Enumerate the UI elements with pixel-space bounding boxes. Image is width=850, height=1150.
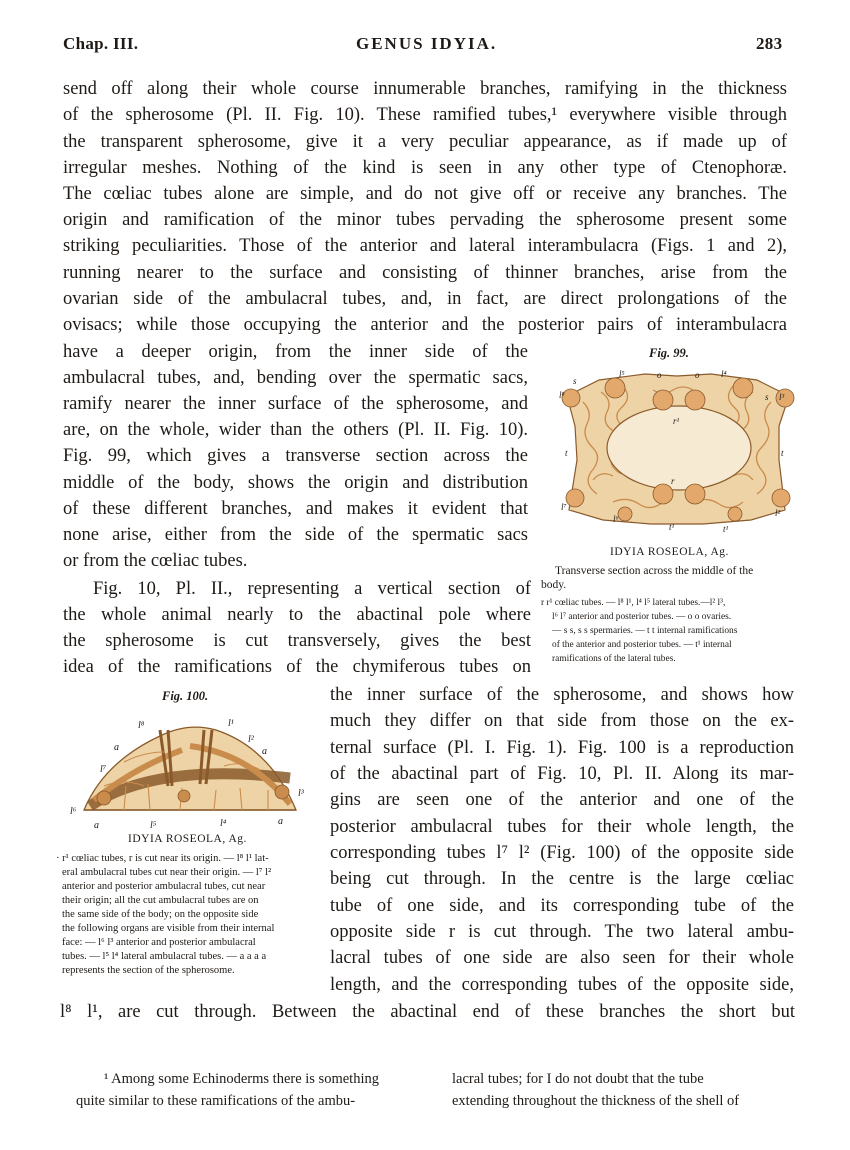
text-line: or from the cœliac tubes. [63, 551, 248, 571]
figure-99-transverse-section [553, 362, 801, 540]
fig100-letter: l⁵ [150, 820, 157, 830]
fig99-letter: l² [775, 508, 781, 518]
text-line: the transparent spherosome, give it a very peculiar appearance, as if made up of [63, 132, 787, 152]
fig100-letter: a [94, 820, 99, 830]
text-line: length, and the corresponding tubes of the opposite side, [330, 975, 794, 995]
fig100-letter: a [114, 742, 119, 753]
fig99-letter: l⁸ [559, 390, 565, 400]
text-line: of the abactinal part of Fig. 10, Pl. II. Along its mar- [330, 764, 794, 784]
fig100-letter: a [262, 746, 267, 757]
figure-99-caption: ramifications of the lateral tubes. [552, 654, 676, 664]
footnote-line: ¹ Among some Echinoderms there is something [104, 1071, 379, 1087]
figure-99-caption: Transverse section across the middle of the [555, 565, 754, 577]
figure-100-caption: tubes. — l⁵ l⁴ lateral ambulacral tubes. — a a a a [62, 951, 267, 962]
figure-99-caption: body. [541, 579, 567, 591]
chapter-heading: Chap. III. [63, 34, 139, 53]
running-title: GENUS IDYIA. [356, 34, 498, 53]
figure-99-caption: of the anterior and posterior tubes. — t¹ internal [552, 640, 732, 650]
figure-99-caption: — s s, s s spermaries. — t t internal ramifications [552, 626, 738, 636]
text-line: origin and ramification of the minor tubes pervading the spherosome present some [63, 210, 787, 230]
figure-100-caption: face: — l⁶ l³ anterior and posterior ambulacral [62, 937, 256, 948]
text-line: ramify nearer the inner surface of the spherosome, and [63, 394, 528, 414]
text-line: l⁸ l¹, are cut through. Between the abactinal end of these branches the short but [60, 1002, 795, 1022]
text-line: idea of the ramifications of the chymiferous tubes on [63, 657, 531, 677]
text-line: Fig. 99, which gives a transverse section across the [63, 446, 528, 466]
text-line: much they differ on that side from those on the ex- [330, 711, 794, 731]
text-line: The cœliac tubes alone are simple, and do not give off or receive any branches. The [63, 184, 787, 204]
text-line: have a deeper origin, from the inner side of the [63, 342, 528, 362]
figure-99-caption: r r¹ cœliac tubes. — l⁸ l¹, l⁴ l⁵ lateral tubes.—l² l³, [541, 598, 726, 608]
text-line: being cut through. In the centre is the large cœliac [330, 869, 794, 889]
fig99-letter: l⁷ [561, 502, 567, 512]
text-line: ovisacs; while those occupying the anterior and the posterior pairs of interambulacra [63, 315, 787, 335]
fig99-letter: s [573, 376, 577, 386]
fig99-letter: r¹ [673, 416, 680, 426]
text-line: tube of one side, and its corresponding tube of the [330, 896, 794, 916]
fig99-letter: l³ [779, 392, 785, 402]
footnote-line: extending throughout the thickness of the shell of [452, 1093, 740, 1109]
fig100-letter: l² [248, 734, 254, 745]
text-line: the whole animal nearly to the abactinal pole where [63, 605, 531, 625]
fig99-letter: o [695, 370, 700, 380]
fig99-letter: t¹ [669, 522, 675, 532]
figure-100-abactinal-section [64, 706, 314, 830]
text-line: ambulacral tubes, and, bending over the spermatic sacs, [63, 368, 528, 388]
fig100-letter: l⁶ [70, 806, 77, 817]
figure-100-caption: · r¹ cœliac tubes, r is cut near its origin. — l⁸ l¹ lat- [56, 853, 269, 864]
text-line: the spherosome is cut transversely, gives the best [63, 631, 531, 651]
fig100-letter: l¹ [228, 718, 234, 729]
text-line: corresponding tubes l⁷ l² (Fig. 100) of the opposite side [330, 843, 794, 863]
text-line: running nearer to the surface and consisting of thinner branches, arise from the [63, 263, 787, 283]
text-line: gins are seen one of the anterior and one of the [330, 790, 794, 810]
fig99-letter: l⁴ [721, 369, 727, 379]
figure-100-title: IDYIA ROSEOLA, Ag. [128, 833, 247, 845]
fig100-letter: l⁷ [100, 764, 107, 775]
text-line: the inner surface of the spherosome, and shows how [330, 685, 794, 705]
figure-100-caption: represents the section of the spherosome. [62, 965, 235, 976]
text-line: opposite side r is cut through. The two lateral ambu- [330, 922, 794, 942]
figure-100-label: Fig. 100. [162, 689, 209, 703]
fig99-letter: s [765, 392, 769, 402]
page-number: 283 [756, 34, 783, 53]
fig100-letter: l⁸ [138, 720, 145, 731]
fig100-letter: l⁴ [220, 818, 227, 829]
fig99-letter: t¹ [723, 524, 729, 534]
figure-100-caption: the following organs are visible from their internal [62, 923, 275, 934]
text-line: Fig. 10, Pl. II., representing a vertical section of [93, 579, 531, 599]
figure-100-caption: their origin; all the cut ambulacral tubes are on [62, 895, 259, 906]
text-line: ternal surface (Pl. I. Fig. 1). Fig. 100 is a reproduction [330, 738, 794, 758]
footnote-line: lacral tubes; for I do not doubt that the tube [452, 1071, 704, 1087]
figure-100-caption: anterior and posterior ambulacral tubes, cut near [62, 881, 266, 892]
footnote-line: quite similar to these ramifications of the ambu- [76, 1093, 356, 1109]
fig99-letter: o [657, 370, 662, 380]
text-line: striking peculiarities. Those of the anterior and lateral interambulacra (Figs. 1 and 2), [63, 236, 787, 256]
text-line: posterior ambulacral tubes for their whole length, the [330, 817, 794, 837]
figure-100-caption: the same side of the body; on the opposite side [62, 909, 259, 920]
fig100-letter: l³ [298, 788, 304, 799]
fig99-letter: l⁵ [619, 369, 625, 379]
text-line: lacral tubes of one side are also seen for their whole [330, 948, 794, 968]
fig100-letter: a [278, 816, 283, 827]
text-line: send off along their whole course innumerable branches, ramifying in the thickness [63, 79, 787, 99]
text-line: ovarian side of the ambulacral tubes, and, in fact, are direct prolongations of the [63, 289, 787, 309]
fig99-letter: l⁶ [613, 514, 619, 524]
fig99-letter: t [565, 448, 568, 458]
text-line: middle of the body, shows the origin and distribution [63, 473, 528, 493]
text-line: of the spherosome (Pl. II. Fig. 10). These ramified tubes,¹ everywhere visible through [63, 105, 787, 125]
text-line: of these different branches, and makes it evident that [63, 499, 528, 519]
text-line: are, on the whole, wider than the others (Pl. II. Fig. 10). [63, 420, 528, 440]
figure-100-caption: eral ambulacral tubes cut near their origin. — l⁷ l² [62, 867, 272, 878]
fig99-letter: t [781, 448, 784, 458]
text-line: irregular meshes. Nothing of the kind is seen in any other type of Ctenophoræ. [63, 158, 787, 178]
figure-99-label: Fig. 99. [649, 346, 689, 360]
fig99-letter: r [671, 476, 675, 486]
text-line: none arise, either from the side of the spermatic sacs [63, 525, 528, 545]
figure-99-title: IDYIA ROSEOLA, Ag. [610, 546, 729, 558]
figure-99-caption: l⁶ l⁷ anterior and posterior tubes. — o o ovaries. [552, 612, 732, 622]
